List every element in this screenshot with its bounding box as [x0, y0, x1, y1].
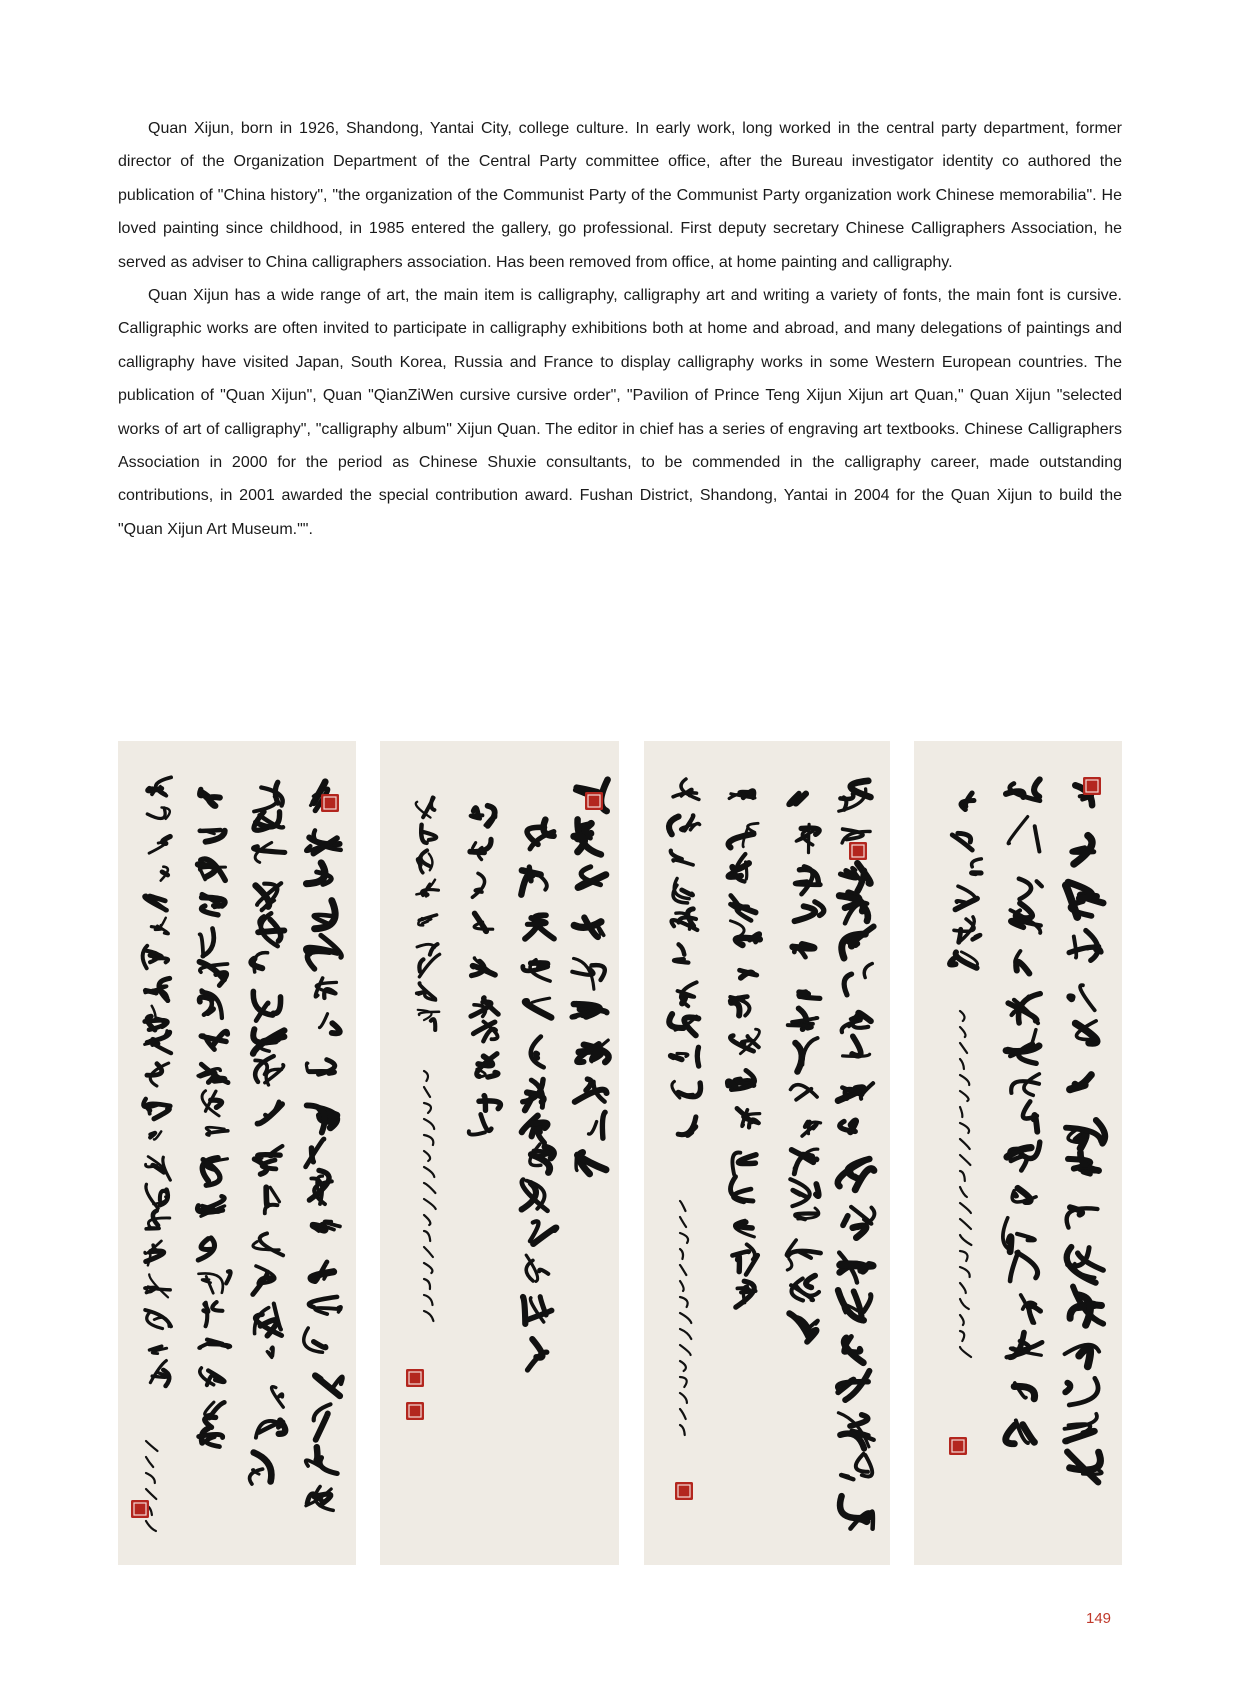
- ink-character: [952, 833, 972, 850]
- ink-character: [306, 1060, 334, 1075]
- ink-character: [731, 896, 756, 921]
- calligraphy-scroll-icon: [380, 741, 619, 1565]
- ink-character: [1014, 1383, 1034, 1399]
- ink-character: [729, 791, 755, 799]
- ink-character: [470, 839, 491, 859]
- paragraph-biography: Quan Xijun, born in 1926, Shandong, Yantai City, college culture. In early work, long worked in the central party department, former director of the Organization Department of the Central Party committee office, after the Bureau investigator identity co authored the publication of "China history", "the organization of the Communist Party of the Communist Party organization work Chinese memorabilia". He loved painting since childhood, in 1985 entered the gallery, go professional. First deputy secretary Chinese Calligraphers Association, he served as adviser to China calligraphers association. Has been removed from office, at home painting and calligraphy.: [118, 120, 1122, 271]
- ink-character: [202, 894, 225, 915]
- signature-stroke: [960, 1059, 964, 1069]
- ink-character: [258, 913, 284, 946]
- ink-character: [146, 1184, 168, 1208]
- ink-character: [525, 998, 551, 1017]
- signature-stroke: [424, 1183, 435, 1193]
- signature-stroke: [680, 1233, 688, 1243]
- ink-character: [416, 880, 438, 896]
- ink-character: [1007, 1333, 1042, 1358]
- ink-character: [204, 1302, 223, 1326]
- ink-character: [669, 1014, 698, 1035]
- signature-stroke: [146, 1441, 158, 1451]
- ink-character: [732, 1244, 757, 1274]
- ink-character: [527, 820, 554, 849]
- ink-character: [198, 859, 226, 880]
- ink-character: [954, 917, 980, 942]
- ink-character: [737, 1108, 760, 1127]
- ink-character: [841, 1454, 872, 1480]
- ink-character: [729, 823, 759, 847]
- ink-character: [1067, 1247, 1103, 1283]
- ink-character: [530, 1144, 554, 1172]
- ink-character: [255, 1146, 283, 1174]
- ink-character: [265, 1187, 280, 1213]
- ink-character: [306, 1139, 324, 1167]
- ink-character: [419, 954, 439, 977]
- ink-character: [1008, 994, 1040, 1024]
- signature-stroke: [680, 1201, 686, 1211]
- ink-character: [251, 953, 267, 972]
- ink-character: [1067, 1452, 1102, 1482]
- ink-character: [1010, 1252, 1037, 1281]
- ink-character: [202, 1158, 227, 1186]
- ink-character: [201, 1031, 227, 1049]
- signature-stroke: [680, 1217, 686, 1227]
- signature-stroke: [960, 1299, 969, 1309]
- ink-character: [258, 1102, 283, 1124]
- ink-character: [474, 913, 493, 931]
- ink-character: [199, 1271, 231, 1293]
- ink-character: [522, 1116, 548, 1143]
- ink-character: [730, 1029, 759, 1054]
- ink-character: [796, 824, 819, 852]
- signature-stroke: [680, 1425, 685, 1435]
- ink-character: [309, 1297, 341, 1314]
- ink-character: [306, 935, 341, 969]
- ink-character: [575, 1079, 607, 1102]
- ink-character: [531, 1037, 544, 1068]
- ink-character: [1012, 1188, 1036, 1202]
- ink-character: [736, 1281, 756, 1307]
- ink-character: [730, 921, 759, 945]
- ink-character: [728, 854, 748, 882]
- ink-character: [143, 1099, 170, 1119]
- ink-character: [479, 1096, 500, 1111]
- signature-stroke: [424, 1103, 431, 1113]
- ink-character: [791, 1085, 818, 1100]
- ink-character: [1007, 1142, 1040, 1170]
- paragraph-art: Quan Xijun has a wide range of art, the main item is calligraphy, calligraphy art and writing a variety of fonts, the main font is cursive. Calligraphic works are often invited to participate in calligraphy exhibitions both at home and abroad, and many delegations of paintings and calligraphy have visited Japan, South Korea, Russia and France to display calligraphy works in some Western European countries. The publication of "Quan Xijun", Quan "QianZiWen cursive cursive order", "Pavilion of Prince Teng Xijun Xijun art Quan," Quan Xijun "selected works of art of calligraphy", "calligraphy album" Xijun Quan. The editor in chief has a series of engraving art textbooks. Chinese Calligraphers Association in 2000 for the period as Chinese Shuxie consultants, to be commended in the calligraphy career, made outstanding contributions, in 2001 awarded the special contribution award. Fushan District, Shandong, Yantai in 2004 for the Quan Xijun to build the "Quan Xijun Art Museum."".: [118, 287, 1122, 538]
- signature-stroke: [960, 1187, 967, 1197]
- ink-character: [314, 901, 336, 929]
- signature-stroke: [960, 1027, 966, 1037]
- ink-character: [1023, 1102, 1037, 1132]
- ink-character: [671, 909, 697, 930]
- ink-character: [673, 878, 693, 903]
- signature-stroke: [960, 1075, 969, 1085]
- ink-character: [799, 992, 820, 999]
- ink-character: [320, 1014, 340, 1034]
- ink-character: [791, 1276, 819, 1301]
- ink-character: [1076, 1021, 1098, 1043]
- signature-stroke: [960, 1203, 971, 1213]
- ink-character: [574, 918, 603, 938]
- ink-character: [1006, 779, 1040, 800]
- body-text: [118, 112, 1122, 546]
- ink-character: [471, 998, 498, 1017]
- ink-character: [253, 1233, 283, 1255]
- ink-character: [795, 902, 824, 921]
- ink-character: [576, 1153, 606, 1174]
- ink-character: [418, 915, 436, 925]
- ink-character: [950, 952, 978, 968]
- signature-stroke: [424, 1263, 432, 1273]
- ink-character: [150, 1361, 169, 1386]
- ink-character: [843, 1036, 870, 1056]
- ink-character: [418, 850, 433, 872]
- ink-character: [789, 793, 806, 804]
- ink-character: [669, 815, 700, 834]
- ink-character: [1070, 1287, 1103, 1326]
- ink-character: [673, 779, 699, 800]
- ink-character: [838, 1159, 874, 1190]
- ink-character: [793, 944, 814, 957]
- ink-character: [149, 837, 170, 854]
- signature-stroke: [424, 1199, 436, 1209]
- ink-character: [145, 896, 167, 910]
- ink-character: [250, 1453, 272, 1485]
- ink-character: [1003, 1218, 1035, 1252]
- signature-stroke: [680, 1377, 687, 1387]
- signature-stroke: [424, 1279, 430, 1289]
- ink-character: [472, 958, 496, 976]
- ink-character: [315, 978, 336, 998]
- ink-character: [315, 1376, 342, 1396]
- ink-character: [145, 1310, 171, 1329]
- ink-character: [526, 1255, 548, 1281]
- signature-stroke: [960, 1315, 964, 1325]
- signature-stroke: [680, 1361, 686, 1371]
- ink-character: [151, 918, 168, 934]
- ink-character: [671, 851, 693, 865]
- ink-character: [1065, 1345, 1100, 1367]
- ink-character: [792, 1149, 818, 1174]
- ink-character: [732, 1153, 756, 1175]
- ink-character: [145, 978, 170, 1001]
- ink-character: [198, 1064, 228, 1082]
- signature-stroke: [424, 1071, 428, 1081]
- ink-character: [578, 867, 606, 888]
- ink-character: [206, 1127, 228, 1135]
- signature-stroke: [424, 1311, 433, 1321]
- ink-character: [1006, 1420, 1035, 1443]
- signature-stroke: [960, 1235, 971, 1245]
- signature-stroke: [960, 1283, 966, 1293]
- signature-stroke: [960, 1107, 962, 1117]
- signature-stroke: [146, 1457, 153, 1467]
- ink-character: [147, 1063, 169, 1086]
- ink-character: [306, 1447, 337, 1473]
- ink-character: [199, 1428, 223, 1446]
- calligraphy-scroll-icon: [118, 741, 356, 1565]
- ink-character: [200, 929, 214, 957]
- ink-character: [150, 1131, 161, 1139]
- ink-character: [200, 830, 225, 842]
- ink-character: [198, 1238, 214, 1260]
- ink-character: [1070, 1075, 1091, 1090]
- ink-character: [421, 825, 436, 843]
- ink-character: [200, 991, 222, 1019]
- ink-character: [840, 1121, 856, 1132]
- ink-character: [145, 1031, 171, 1054]
- signature-stroke: [424, 1167, 434, 1177]
- ink-character: [202, 1091, 222, 1116]
- ink-character: [839, 893, 868, 924]
- signature-stroke: [960, 1123, 969, 1133]
- ink-character: [1066, 1120, 1105, 1148]
- ink-character: [150, 1346, 167, 1353]
- signature-stroke: [960, 1251, 968, 1261]
- ink-character: [272, 1387, 284, 1408]
- signature-stroke: [960, 1091, 969, 1101]
- ink-character: [1008, 817, 1039, 852]
- signature-stroke: [680, 1249, 683, 1259]
- ink-character: [311, 1262, 335, 1281]
- ink-character: [840, 1496, 873, 1529]
- ink-character: [1065, 1414, 1097, 1442]
- ink-character: [1067, 1207, 1098, 1227]
- ink-character: [312, 1221, 340, 1231]
- calligraphy-panel-3: [644, 741, 890, 1565]
- ink-character: [1072, 836, 1094, 864]
- ink-character: [731, 1177, 753, 1202]
- ink-character: [469, 1114, 492, 1134]
- ink-character: [844, 1337, 863, 1363]
- ink-character: [145, 1241, 164, 1265]
- signature-stroke: [680, 1313, 691, 1323]
- ink-character: [255, 1056, 284, 1085]
- signature-stroke: [424, 1151, 430, 1161]
- ink-character: [267, 1347, 273, 1357]
- ink-character: [838, 1083, 873, 1100]
- ink-character: [728, 1070, 755, 1089]
- signature-stroke: [424, 1119, 434, 1129]
- ink-character: [574, 819, 601, 854]
- ink-character: [256, 883, 282, 910]
- ink-character: [1066, 882, 1103, 917]
- ink-character: [523, 1297, 552, 1324]
- signature-stroke: [424, 1231, 430, 1241]
- ink-character: [802, 1122, 821, 1136]
- ink-character: [146, 1211, 170, 1229]
- ink-character: [530, 1221, 556, 1243]
- signature-stroke: [146, 1521, 156, 1531]
- ink-character: [254, 782, 283, 811]
- signature-stroke: [424, 1135, 433, 1145]
- ink-character: [842, 927, 874, 959]
- ink-character: [253, 991, 280, 1020]
- ink-character: [471, 806, 496, 826]
- ink-character: [199, 1340, 230, 1348]
- ink-character: [416, 798, 435, 818]
- calligraphy-scroll-icon: [644, 741, 890, 1565]
- signature-stroke: [680, 1265, 686, 1275]
- ink-character: [961, 793, 974, 810]
- ink-character: [572, 1004, 607, 1017]
- ink-character: [197, 1196, 224, 1216]
- ink-character: [205, 1402, 225, 1427]
- ink-character: [254, 843, 285, 863]
- signature-stroke: [680, 1345, 691, 1355]
- ink-character: [143, 946, 168, 969]
- ink-character: [253, 1266, 275, 1294]
- ink-character: [304, 1328, 326, 1352]
- signature-stroke: [960, 1331, 964, 1341]
- signature-stroke: [424, 1215, 430, 1225]
- ink-character: [145, 1006, 168, 1030]
- ink-character: [523, 960, 550, 981]
- signature-stroke: [960, 1155, 970, 1165]
- ink-character: [972, 859, 982, 874]
- ink-character: [1015, 951, 1029, 974]
- ink-character: [253, 1029, 284, 1053]
- ink-character: [740, 970, 757, 978]
- page-number: 149: [1086, 1610, 1112, 1627]
- ink-character: [572, 958, 604, 989]
- ink-character: [843, 1207, 874, 1238]
- ink-character: [678, 982, 697, 1006]
- ink-character: [1021, 1295, 1041, 1323]
- signature-stroke: [960, 1219, 971, 1229]
- ink-character: [795, 1038, 817, 1072]
- ink-character: [523, 1080, 544, 1111]
- ink-character: [844, 964, 872, 995]
- signature-stroke: [960, 1043, 967, 1053]
- ink-character: [1011, 1074, 1039, 1095]
- ink-character: [795, 1208, 819, 1219]
- ink-character: [309, 1170, 331, 1204]
- calligraphy-panel-1: [118, 741, 356, 1565]
- signature-stroke: [680, 1393, 687, 1403]
- ink-character: [418, 1010, 439, 1030]
- ink-character: [472, 873, 484, 897]
- ink-character: [473, 1022, 497, 1042]
- ink-character: [417, 983, 436, 1000]
- ink-character: [955, 886, 977, 909]
- signature-stroke: [680, 1329, 691, 1339]
- ink-character: [841, 863, 871, 891]
- ink-character: [735, 1220, 755, 1237]
- ink-character: [838, 1413, 873, 1449]
- signature-stroke: [680, 1297, 688, 1307]
- ink-character: [145, 1274, 170, 1297]
- ink-character: [146, 1157, 171, 1181]
- ink-character: [672, 1081, 701, 1098]
- signature-stroke: [960, 1267, 970, 1277]
- ink-character: [842, 1013, 871, 1032]
- ink-character: [1019, 879, 1042, 900]
- ink-character: [147, 808, 170, 819]
- ink-character: [417, 944, 438, 955]
- signature-stroke: [960, 1171, 965, 1181]
- ink-character: [789, 1313, 817, 1341]
- ink-character: [1069, 931, 1101, 961]
- ink-character: [839, 781, 871, 811]
- ink-character: [521, 867, 547, 895]
- ink-character: [307, 863, 332, 885]
- ink-character: [148, 777, 171, 795]
- ink-character: [678, 1117, 696, 1135]
- ink-character: [314, 1404, 331, 1439]
- ink-character: [1065, 1378, 1098, 1405]
- ink-character: [528, 1339, 547, 1370]
- ink-character: [306, 830, 341, 853]
- ink-character: [200, 789, 220, 806]
- ink-character: [1010, 903, 1040, 933]
- signature-stroke: [146, 1473, 155, 1483]
- ink-character: [161, 867, 168, 881]
- signature-stroke: [424, 1087, 430, 1097]
- signature-stroke: [960, 1347, 971, 1357]
- ink-character: [200, 1368, 225, 1385]
- signature-stroke: [960, 1011, 965, 1021]
- signature-stroke: [960, 1139, 970, 1149]
- ink-character: [838, 1290, 871, 1320]
- calligraphy-panel-4: [914, 741, 1122, 1565]
- signature-stroke: [680, 1409, 686, 1419]
- ink-character: [477, 1054, 498, 1078]
- ink-character: [1068, 1153, 1099, 1175]
- signature-stroke: [424, 1247, 433, 1257]
- calligraphy-scroll-icon: [914, 741, 1122, 1565]
- ink-character: [254, 812, 283, 831]
- ink-character: [1070, 985, 1095, 1010]
- ink-character: [786, 1240, 820, 1270]
- ink-character: [671, 1047, 699, 1066]
- ink-character: [788, 1008, 818, 1029]
- calligraphy-panel-2: [380, 741, 619, 1565]
- ink-character: [1006, 1030, 1039, 1064]
- ink-character: [577, 1040, 609, 1062]
- signature-stroke: [424, 1295, 433, 1305]
- ink-character: [525, 915, 554, 939]
- ink-character: [256, 1421, 285, 1438]
- ink-character: [838, 1371, 870, 1400]
- ink-character: [730, 997, 749, 1016]
- ink-character: [795, 866, 820, 894]
- ink-character: [839, 1253, 873, 1283]
- ink-character: [307, 1105, 338, 1132]
- ink-character: [200, 962, 228, 986]
- signature-stroke: [680, 1281, 684, 1291]
- signature-stroke: [146, 1489, 156, 1499]
- ink-character: [842, 829, 870, 843]
- ink-character: [255, 1304, 282, 1336]
- ink-character: [522, 1180, 548, 1211]
- ink-character: [790, 1179, 818, 1206]
- ink-character: [306, 1487, 333, 1511]
- ink-character: [589, 1112, 606, 1138]
- ink-character: [674, 944, 688, 962]
